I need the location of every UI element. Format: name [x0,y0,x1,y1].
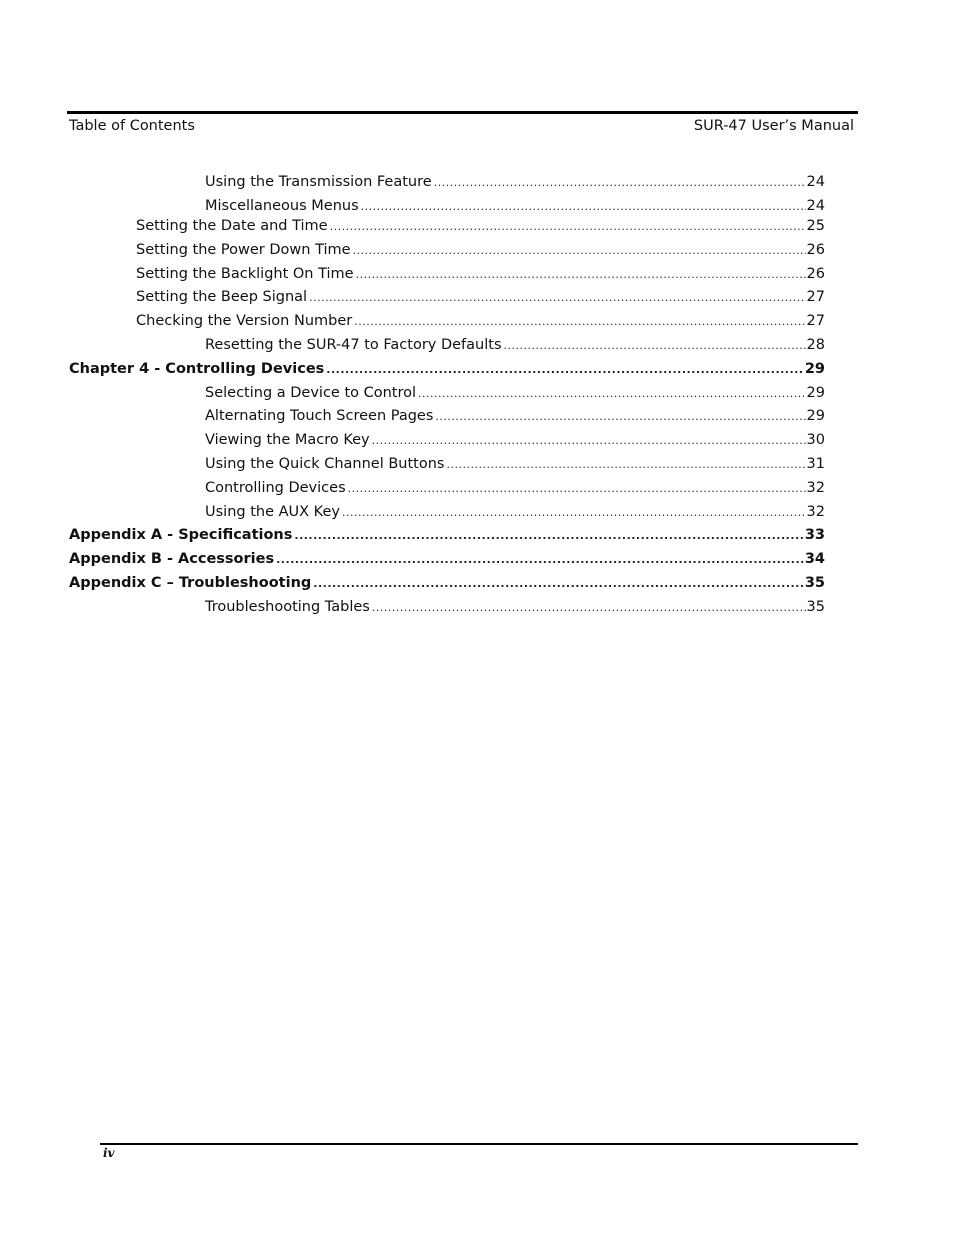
toc-entry[interactable] [69,549,825,569]
toc-entry[interactable] [136,264,825,284]
toc-entry-title: Alternating Touch Screen Pages [205,408,434,424]
toc-entry-page: 27 [806,313,825,329]
running-header-right: SUR-47 User’s Manual [693,118,854,134]
toc-entry-page: 35 [804,575,825,591]
dot-leader [446,454,805,475]
dot-leader [372,597,806,618]
toc-entry[interactable] [205,478,825,498]
toc-entry[interactable] [205,430,825,450]
toc-entry-page: 29 [806,408,825,424]
toc-entry-page: 29 [804,361,825,377]
toc-entry-title: Setting the Power Down Time [136,242,351,258]
toc-entry-page: 30 [806,432,825,448]
toc-entry-page: 26 [806,266,825,282]
dot-leader [313,573,804,594]
toc-entry-title: Viewing the Macro Key [205,432,370,448]
toc-entry-title: Controlling Devices [205,480,346,496]
toc-entry[interactable] [205,196,825,216]
toc-entry-page: 25 [806,218,825,234]
dot-leader [276,549,804,570]
toc-entry[interactable] [136,240,825,260]
toc-entry-title: Miscellaneous Menus [205,198,359,214]
toc-entry-title: Resetting the SUR-47 to Factory Defaults [205,337,502,353]
toc-entry-page: 26 [806,242,825,258]
dot-leader [353,240,806,261]
toc-entry-title: Appendix A - Specifications [69,527,293,543]
toc-entry[interactable] [69,359,825,379]
toc-entry[interactable] [136,287,825,307]
toc-entry[interactable] [69,525,825,545]
toc-entry-title: Using the Quick Channel Buttons [205,456,445,472]
toc-entry-title: Chapter 4 - Controlling Devices [69,361,325,377]
toc-entry[interactable] [69,573,825,593]
toc-entry-title: Setting the Beep Signal [136,289,308,305]
dot-leader [309,287,805,308]
toc-entry-page: 27 [806,289,825,305]
toc-entry[interactable] [205,597,825,617]
dot-leader [372,430,806,451]
dot-leader [294,525,803,546]
toc-entry[interactable] [205,383,825,403]
toc-entry[interactable] [205,335,825,355]
toc-entry[interactable] [136,216,825,236]
toc-entry-page: 31 [806,456,825,472]
toc-entry-title: Checking the Version Number [136,313,353,329]
dot-leader [330,216,806,237]
header-rule [67,111,858,114]
footer-rule [100,1143,858,1145]
page-number: iv [103,1146,115,1160]
toc-entry-title: Appendix B - Accessories [69,551,275,567]
toc-entry-page: 34 [804,551,825,567]
dot-leader [326,359,804,380]
toc-entry-page: 29 [806,385,825,401]
toc-entry-page: 24 [806,174,825,190]
toc-entry[interactable] [205,406,825,426]
toc-entry-page: 33 [804,527,825,543]
toc-entry-title: Appendix C – Troubleshooting [69,575,312,591]
toc-entry-title: Setting the Backlight On Time [136,266,354,282]
toc-entry-page: 24 [806,198,825,214]
running-header-left: Table of Contents [69,118,195,134]
toc-entry-page: 32 [806,504,825,520]
toc-entry[interactable] [205,454,825,474]
dot-leader [434,172,806,193]
toc-entry-page: 28 [806,337,825,353]
dot-leader [356,264,806,285]
toc-entry[interactable] [205,172,825,192]
dot-leader [361,196,806,217]
dot-leader [342,502,806,523]
dot-leader [504,335,806,356]
toc-entry-title: Troubleshooting Tables [205,599,370,615]
toc-entry-title: Selecting a Device to Control [205,385,417,401]
toc-entry-page: 32 [806,480,825,496]
toc-entry-title: Using the Transmission Feature [205,174,432,190]
dot-leader [354,311,805,332]
dot-leader [418,383,806,404]
toc-entry-title: Using the AUX Key [205,504,340,520]
dot-leader [348,478,806,499]
dot-leader [435,406,805,427]
toc-entry-page: 35 [806,599,825,615]
toc-entry[interactable] [136,311,825,331]
toc-entry-title: Setting the Date and Time [136,218,328,234]
toc-entry[interactable] [205,502,825,522]
